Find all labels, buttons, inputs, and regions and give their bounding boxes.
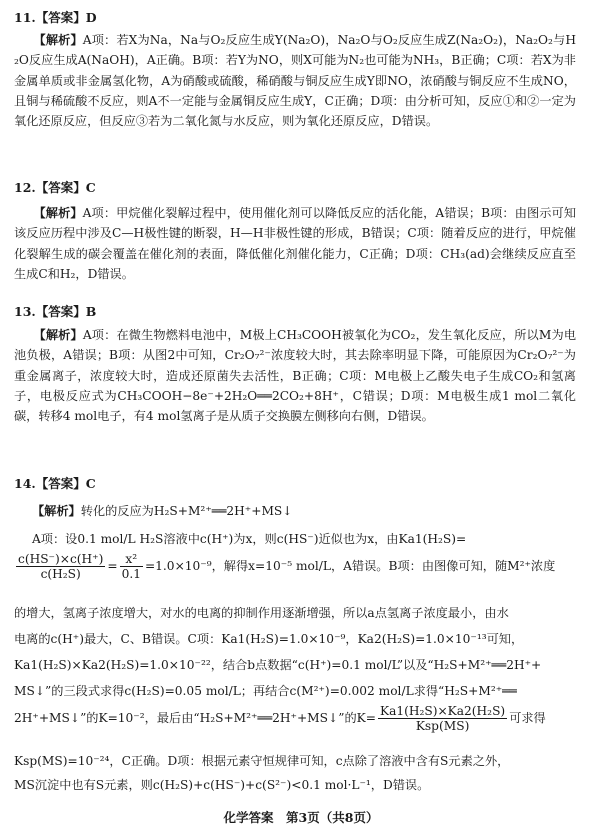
page-footer: 化学答案 第3页（共8页） (223, 810, 379, 825)
q14-line-c: 的增大，氢离子浓度增大，对水的电离的抑制作用逐渐增强，所以a点氢离子浓度最小，由水 (14, 606, 509, 620)
fraction-k: $\frac{\text{Ka1(H₂S)×Ka2(H₂S)}}{\text{Ksp(MS)}}$ (379, 704, 506, 733)
q11-header: 11.【答案】D (14, 10, 97, 25)
q14-line-i: MS沉淀中也有S元素，则c(H₂S)+c(HS⁻)+c(S²⁻)<0.1 mol·L⁻¹，D错误。 (14, 778, 430, 792)
fraction-x2: $\frac{\text{x²}}{0.1}$ (121, 552, 141, 581)
q14-line-h: Ksp(MS)=10⁻²⁴，C正确。D项：根据元素守恒规律可知，c点除了溶液中含有S元素之外， (14, 754, 510, 768)
q14-line-d: 电离的c(H⁺)最大，C、B错误。C项：Ka1(H₂S)=1.0×10⁻⁹，Ka2(H₂S)=1.0×10⁻¹³可知， (14, 632, 524, 646)
q13-analysis: 【解析】A项：在微生物燃料电池中，M极上CH₃COOH被氧化为CO₂，发生氧化反应，所以M为电池负极，A错误；B项：从图2中可知，Cr₂O₇²⁻浓度较大时，其去除率明显下降，可能原因为Cr₂O₇²⁻为重金属离子，浓度较大时，造成还原菌失去活性，B正确；C项：M电极上乙酸失电子生成CO₂和氢离子，电极反应式为CH₃COOH−8e⁻+2H₂O══2CO₂+8H⁺，C错误；D项：M电极生成1 mol二氧化碳，转移4 mol电子，有4 mol氢离子是从质子交换膜左侧移向右侧，D错误。 (14, 328, 577, 424)
q12-analysis: 【解析】A项：甲烷催化裂解过程中，使用催化剂可以降低反应的活化能，A错误；B项：由图示可知该反应历程中涉及C—H极性键的断裂，H—H非极性键的形成，B错误；C项：随着反应的进行，甲烷催化裂解生成的碳会覆盖在催化剂的表面，降低催化剂催化能力，C正确；D项：CH₃(ad)会继续反应直至生成C和H₂，D错误。 (14, 206, 577, 281)
q13-header: 13.【答案】B (14, 304, 97, 319)
q14-header: 14.【答案】C (14, 476, 96, 491)
q14-intro: 【解析】转化的反应为H₂S+M²⁺══2H⁺+MS↓ (32, 504, 293, 518)
q14-line-f: MS↓”的三段式求得c(H₂S)=0.05 mol/L；再结合c(M²⁺)=0.002 mol/L求得“H₂S+M²⁺══ (14, 684, 517, 698)
fraction-ka1: $\frac{c(HS^-)\times c(H^+)}{\text{c(H₂S)}}$ (18, 552, 104, 581)
q14-line-a: A项：设0.1 mol/L H₂S溶液中c(H⁺)为x，则c(HS⁻)近似也为x，由Ka1(H₂S)= (32, 532, 467, 546)
q14-line-e: Ka1(H₂S)×Ka2(H₂S)=1.0×10⁻²²，结合b点数据“c(H⁺)=0.1 mol/L”以及“H₂S+M²⁺══2H⁺+ (14, 658, 542, 672)
q14-line-b: $\frac{c(HS^-)\times c(H^+)}{\text{c(H₂S)}}$ = $\frac{\text{x²}}{0.1}$ =1.0×10⁻⁹，解得x=10⁻⁵ mol/L，A错误。B项：由图像可知，随M²⁺浓度 (18, 552, 556, 581)
q14-line-g: 2H⁺+MS↓”的K=10⁻²，最后由“H₂S+M²⁺══2H⁺+MS↓”的K= $\frac{\text{Ka1(H₂S)×Ka2(H₂S)}}{\text{Ksp(MS)}}$ 可求得 (14, 704, 546, 733)
q11-analysis: 【解析】A项：若X为Na，Na与O₂反应生成Y(Na₂O)，Na₂O与O₂反应生成Z(Na₂O₂)，Na₂O₂与H₂O反应生成A(NaOH)，A正确。B项：若Y为NO，则X可能为N₂也可能为NH₃，B正确；C项：若X为非金属单质或非金属氢化物，A为硝酸或硫酸，稀硝酸与铜反应生成Y即NO，浓硝酸与铜反应不生成NO，且铜与稀硫酸不反应，则A不一定能与金属铜反应生成Y，C正确；D项：由分析可知，反应①和②一定为氧化还原反应，但反应③若为二氧化氮与水反应，则为氧化还原反应，D错误。 (14, 33, 576, 129)
q12-header: 12.【答案】C (14, 180, 96, 195)
